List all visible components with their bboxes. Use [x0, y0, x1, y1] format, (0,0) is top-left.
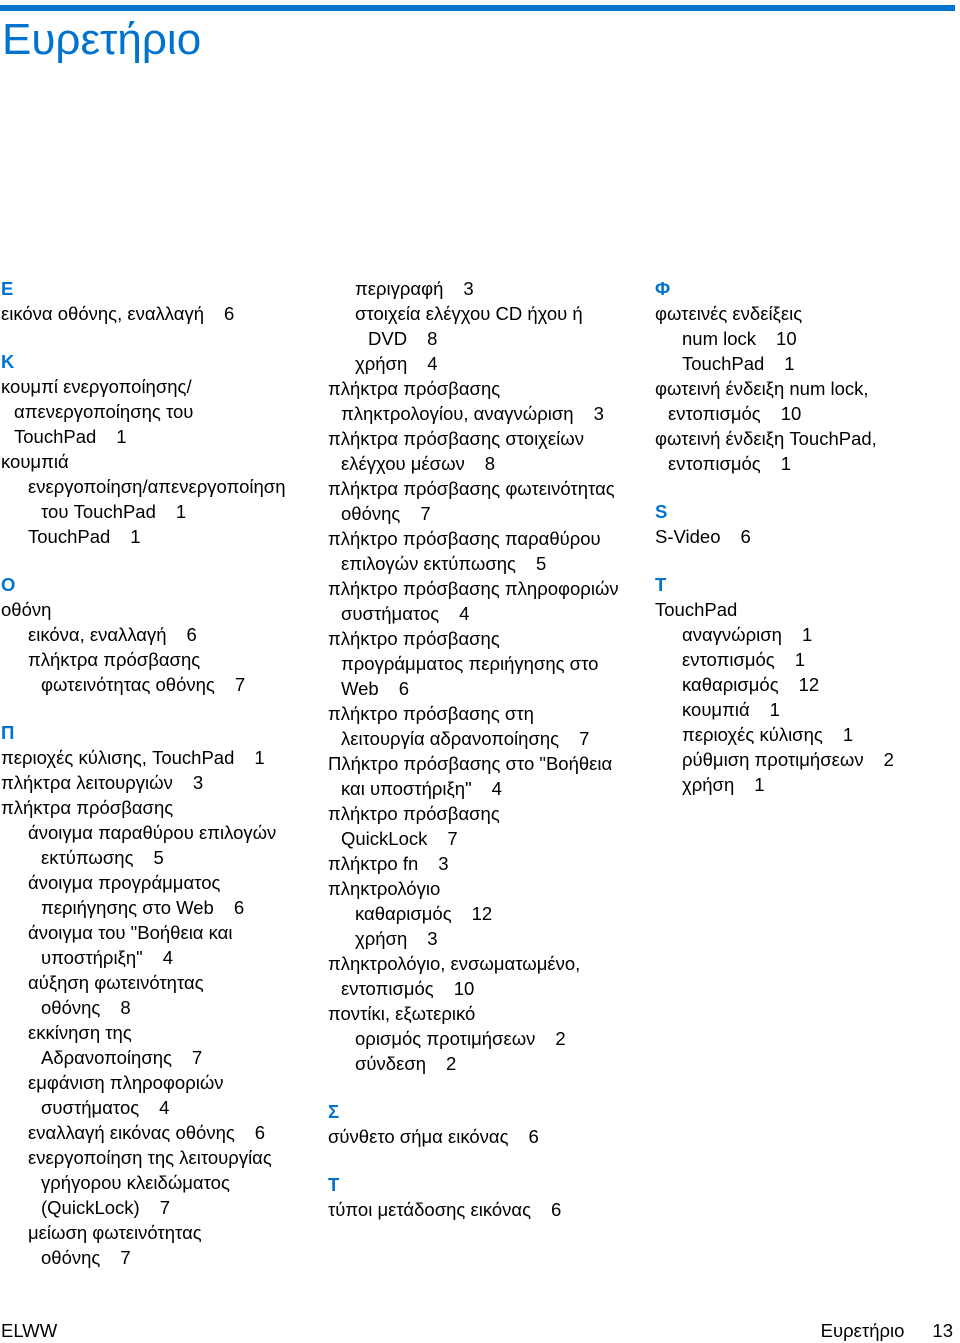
index-term: εμφάνιση πληροφοριών — [28, 1072, 224, 1093]
index-page-number: 2 — [883, 749, 894, 770]
index-entry — [1, 920, 316, 945]
index-entry — [328, 776, 648, 801]
index-entry — [1, 970, 316, 995]
index-page-number: 10 — [780, 403, 802, 424]
index-entry — [1, 1245, 316, 1270]
index-page-number: 7 — [120, 1247, 131, 1268]
index-term: ελέγχου μέσων — [341, 453, 465, 474]
index-entry — [328, 901, 648, 926]
index-term: πλήκτρα πρόσβασης στοιχείων — [328, 428, 584, 449]
index-entry — [328, 551, 648, 576]
index-page-number: 8 — [484, 453, 496, 474]
index-term: Πλήκτρο πρόσβασης στο "Βοήθεια — [328, 753, 613, 774]
index-entry — [1, 870, 316, 895]
index-section-letter: Ε — [1, 278, 14, 299]
index-entry — [655, 697, 955, 722]
index-term: σύνδεση — [355, 1053, 427, 1074]
index-entry — [328, 1051, 648, 1076]
section-gap — [655, 549, 955, 572]
index-term: κουμπιά — [1, 451, 69, 472]
index-term: TouchPad — [14, 426, 97, 447]
index-page-number: 1 — [116, 426, 127, 447]
index-page-number: 2 — [446, 1053, 457, 1074]
index-entry — [1, 1145, 316, 1170]
index-entry — [1, 895, 316, 920]
index-page-number: 7 — [447, 828, 458, 849]
index-term: ποντίκι, εξωτερικό — [328, 1003, 476, 1024]
index-term: Αδρανοποίησης — [41, 1047, 172, 1068]
index-term: ορισμός προτιμήσεων — [355, 1028, 536, 1049]
index-column-1 — [1, 276, 316, 1270]
header-rule — [0, 5, 955, 11]
index-section-letter: S — [655, 501, 668, 522]
index-page-number: 1 — [780, 453, 792, 474]
index-section-letter: Ο — [1, 574, 16, 595]
index-entry — [328, 626, 648, 651]
index-term: οθόνη — [1, 599, 52, 620]
index-term: περιοχές κύλισης, TouchPad — [1, 747, 235, 768]
index-entry — [1, 449, 316, 474]
index-term: χρήση — [355, 928, 408, 949]
index-column-2 — [328, 276, 648, 1222]
index-entry — [1, 945, 316, 970]
index-page-number: 1 — [784, 353, 795, 374]
index-entry — [328, 651, 648, 676]
index-term: πλήκτρο fn — [328, 853, 419, 874]
index-term: ενεργοποίηση της λειτουργίας — [28, 1147, 272, 1168]
index-entry — [1, 1070, 316, 1095]
index-entry — [328, 676, 648, 701]
index-term: αναγνώριση — [682, 624, 782, 645]
index-entry — [328, 926, 648, 951]
index-term: S-Video — [655, 526, 721, 547]
index-entry — [328, 701, 648, 726]
index-term: πληκτρολογίου, αναγνώριση — [341, 403, 574, 424]
index-entry — [655, 647, 955, 672]
index-entry — [1, 1220, 316, 1245]
index-page-number: 6 — [233, 897, 245, 918]
index-page-number: 12 — [798, 674, 820, 695]
index-entry — [328, 976, 648, 1001]
page-title: Ευρετήριο — [2, 15, 202, 64]
index-column-3 — [655, 276, 955, 797]
index-entry — [328, 951, 648, 976]
index-entry — [1, 820, 316, 845]
index-term: εντοπισμός — [668, 403, 761, 424]
index-term: εικόνα, εναλλαγή — [28, 624, 167, 645]
index-term: άνοιγμα του "Βοήθεια και — [28, 922, 233, 943]
index-term: QuickLock — [341, 828, 428, 849]
index-entry — [328, 826, 648, 851]
index-entry — [655, 301, 955, 326]
section-gap — [1, 549, 316, 572]
index-term: εναλλαγή εικόνας οθόνης — [28, 1122, 235, 1143]
index-entry — [1, 524, 316, 549]
index-page-number: 6 — [224, 303, 235, 324]
index-entry — [1, 795, 316, 820]
index-page-number: 1 — [130, 526, 141, 547]
index-term: μείωση φωτεινότητας — [28, 1222, 202, 1243]
index-term: πληκτρολόγιο — [328, 878, 441, 899]
index-page-number: 6 — [186, 624, 197, 645]
index-term: οθόνης — [41, 997, 101, 1018]
index-term: πλήκτρο πρόσβασης στη — [328, 703, 534, 724]
index-entry — [655, 351, 955, 376]
index-page-number: 5 — [153, 847, 164, 868]
index-term: οθόνης — [341, 503, 401, 524]
index-term: χρήση — [355, 353, 408, 374]
index-entry — [655, 747, 955, 772]
index-term: σύνθετο σήμα εικόνας — [328, 1126, 509, 1147]
index-entry — [328, 276, 648, 301]
index-entry — [1, 1170, 316, 1195]
index-page-number: 2 — [555, 1028, 566, 1049]
index-term: TouchPad — [28, 526, 111, 547]
index-entry — [1, 597, 316, 622]
index-entry — [1, 622, 316, 647]
index-entry — [328, 301, 648, 326]
index-term: καθαρισμός — [682, 674, 779, 695]
index-entry — [328, 851, 648, 876]
index-entry — [1, 1020, 316, 1045]
index-entry — [655, 524, 955, 549]
index-entry — [328, 576, 648, 601]
index-section-letter: Τ — [328, 1174, 340, 1195]
index-term: πλήκτρο πρόσβασης — [328, 803, 500, 824]
index-entry — [1, 424, 316, 449]
index-term: του TouchPad — [41, 501, 156, 522]
index-term: num lock — [682, 328, 757, 349]
index-term: συστήματος — [341, 603, 440, 624]
index-page-number: 1 — [175, 501, 187, 522]
index-entry — [328, 601, 648, 626]
index-entry — [328, 476, 648, 501]
index-page-number: 4 — [159, 1097, 170, 1118]
index-entry — [328, 726, 648, 751]
index-entry — [1, 1095, 316, 1120]
index-term: εντοπισμός — [668, 453, 761, 474]
index-entry — [1, 770, 316, 795]
index-entry — [1, 499, 316, 524]
index-page-number: 6 — [528, 1126, 539, 1147]
index-term: πλήκτρο πρόσβασης παραθύρου — [328, 528, 601, 549]
index-term: φωτεινές ενδείξεις — [655, 303, 803, 324]
section-gap — [1, 697, 316, 720]
index-entry — [655, 376, 955, 401]
index-page-number: 4 — [459, 603, 470, 624]
index-term: πλήκτρα πρόσβασης — [1, 797, 174, 818]
footer-page-info — [821, 1318, 953, 1343]
index-section-letter: Σ — [328, 1101, 340, 1122]
index-term: πλήκτρα πρόσβασης — [28, 649, 201, 670]
index-section-letter: T — [655, 574, 667, 595]
index-entry — [328, 426, 648, 451]
index-page-number: 10 — [453, 978, 475, 999]
index-section-letter: Φ — [655, 278, 671, 299]
index-entry — [328, 1001, 648, 1026]
index-section-letter: Π — [1, 722, 15, 743]
index-entry — [328, 501, 648, 526]
index-term: πλήκτρο πρόσβασης πληροφοριών — [328, 578, 619, 599]
index-page-number: 7 — [191, 1047, 203, 1068]
index-page-number: 5 — [535, 553, 547, 574]
index-entry — [655, 772, 955, 797]
index-term: περιοχές κύλισης — [682, 724, 823, 745]
index-term: γρήγορου κλειδώματος — [41, 1172, 230, 1193]
index-entry — [328, 451, 648, 476]
index-entry — [1, 745, 316, 770]
index-entry — [328, 1124, 648, 1149]
index-term: ενεργοποίηση/απενεργοποίηση — [28, 476, 286, 497]
index-page-number: 3 — [593, 403, 604, 424]
index-term: αύξηση φωτεινότητας — [28, 972, 204, 993]
index-entry — [1, 1045, 316, 1070]
index-term: άνοιγμα προγράμματος — [28, 872, 221, 893]
index-entry — [655, 426, 955, 451]
index-entry — [1, 995, 316, 1020]
index-term: απενεργοποίησης του — [14, 401, 194, 422]
index-term: λειτουργία αδρανοποίησης — [341, 728, 560, 749]
index-term: οθόνης — [41, 1247, 101, 1268]
index-term: χρήση — [682, 774, 735, 795]
index-entry — [1, 1195, 316, 1220]
index-entry — [1, 301, 316, 326]
index-entry — [655, 672, 955, 697]
index-term: (QuickLock) — [41, 1197, 140, 1218]
index-term: φωτεινότητας οθόνης — [41, 674, 215, 695]
index-term: εκκίνηση της — [28, 1022, 132, 1043]
index-term: κουμπί ενεργοποίησης/ — [1, 376, 192, 397]
index-entry — [655, 401, 955, 426]
index-entry — [655, 597, 955, 622]
index-page-number: 4 — [491, 778, 502, 799]
index-page-number: 7 — [420, 503, 431, 524]
index-entry — [1, 1120, 316, 1145]
index-entry — [1, 672, 316, 697]
index-entry — [328, 526, 648, 551]
index-page-number: 7 — [159, 1197, 170, 1218]
index-term: φωτεινή ένδειξη TouchPad, — [655, 428, 877, 449]
index-page-number: 8 — [120, 997, 131, 1018]
index-term: στοιχεία ελέγχου CD ήχου ή — [355, 303, 583, 324]
index-page-number: 1 — [754, 774, 765, 795]
index-term: εκτύπωσης — [41, 847, 134, 868]
index-term: άνοιγμα παραθύρου επιλογών — [28, 822, 277, 843]
index-page-number: 4 — [162, 947, 173, 968]
index-term: κουμπιά — [682, 699, 750, 720]
index-page-number: 3 — [463, 278, 474, 299]
index-entry — [655, 451, 955, 476]
index-term: πλήκτρα πρόσβασης — [328, 378, 501, 399]
index-entry — [328, 801, 648, 826]
index-entry — [1, 474, 316, 499]
index-term: τύποι μετάδοσης εικόνας — [328, 1199, 531, 1220]
index-page-number: 7 — [234, 674, 246, 695]
section-gap — [328, 1076, 648, 1099]
index-term: TouchPad — [655, 599, 738, 620]
index-page-number: 1 — [842, 724, 854, 745]
index-term: επιλογών εκτύπωσης — [341, 553, 516, 574]
index-page-number: 1 — [801, 624, 813, 645]
footer-page-number: 13 — [932, 1320, 953, 1341]
index-section-letter: Κ — [1, 351, 15, 372]
index-page-number: 12 — [471, 903, 493, 924]
index-term: καθαρισμός — [355, 903, 452, 924]
index-entry — [328, 401, 648, 426]
footer-section-label: Ευρετήριο — [820, 1320, 905, 1341]
index-term: πλήκτρο πρόσβασης — [328, 628, 500, 649]
index-page-number: 4 — [427, 353, 438, 374]
index-entry — [1, 845, 316, 870]
index-page-number: 1 — [254, 747, 265, 768]
index-entry — [1, 374, 316, 399]
index-page-number: 6 — [254, 1122, 266, 1143]
index-entry — [655, 326, 955, 351]
index-term: πλήκτρα πρόσβασης φωτεινότητας — [328, 478, 615, 499]
index-page-number: 1 — [769, 699, 780, 720]
index-term: εντοπισμός — [682, 649, 775, 670]
index-entry — [328, 1026, 648, 1051]
index-term: συστήματος — [41, 1097, 140, 1118]
index-term: εντοπισμός — [341, 978, 434, 999]
index-entry — [655, 622, 955, 647]
index-page-number: 3 — [427, 928, 438, 949]
index-entry — [1, 399, 316, 424]
index-term: και υποστήριξη" — [341, 778, 472, 799]
section-gap — [328, 1149, 648, 1172]
index-term: εικόνα οθόνης, εναλλαγή — [1, 303, 205, 324]
index-term: TouchPad — [682, 353, 765, 374]
index-term: DVD — [368, 328, 408, 349]
index-term: πληκτρολόγιο, ενσωματωμένο, — [328, 953, 581, 974]
index-page-number: 3 — [192, 772, 204, 793]
index-page-number: 10 — [776, 328, 797, 349]
index-term: Web — [341, 678, 379, 699]
index-entry — [328, 326, 648, 351]
index-entry — [328, 876, 648, 901]
index-term: πλήκτρα λειτουργιών — [1, 772, 173, 793]
index-entry — [655, 722, 955, 747]
index-term: περιγραφή — [355, 278, 444, 299]
index-page-number: 6 — [740, 526, 751, 547]
index-page-number: 1 — [794, 649, 806, 670]
index-page-number: 7 — [579, 728, 590, 749]
section-gap — [655, 476, 955, 499]
index-page-number: 8 — [427, 328, 438, 349]
index-entry — [328, 376, 648, 401]
index-page-number: 3 — [438, 853, 449, 874]
index-entry — [328, 751, 648, 776]
section-gap — [1, 326, 316, 349]
index-term: υποστήριξη" — [41, 947, 143, 968]
index-page-number: 6 — [551, 1199, 562, 1220]
index-term: περιήγησης στο Web — [41, 897, 214, 918]
index-term: προγράμματος περιήγησης στο — [341, 653, 599, 674]
index-term: φωτεινή ένδειξη num lock, — [655, 378, 869, 399]
footer-doc-code: ELWW — [1, 1320, 58, 1341]
index-entry — [1, 647, 316, 672]
index-term: ρύθμιση προτιμήσεων — [682, 749, 864, 770]
index-entry — [328, 351, 648, 376]
index-page-number: 6 — [398, 678, 410, 699]
index-entry — [328, 1197, 648, 1222]
